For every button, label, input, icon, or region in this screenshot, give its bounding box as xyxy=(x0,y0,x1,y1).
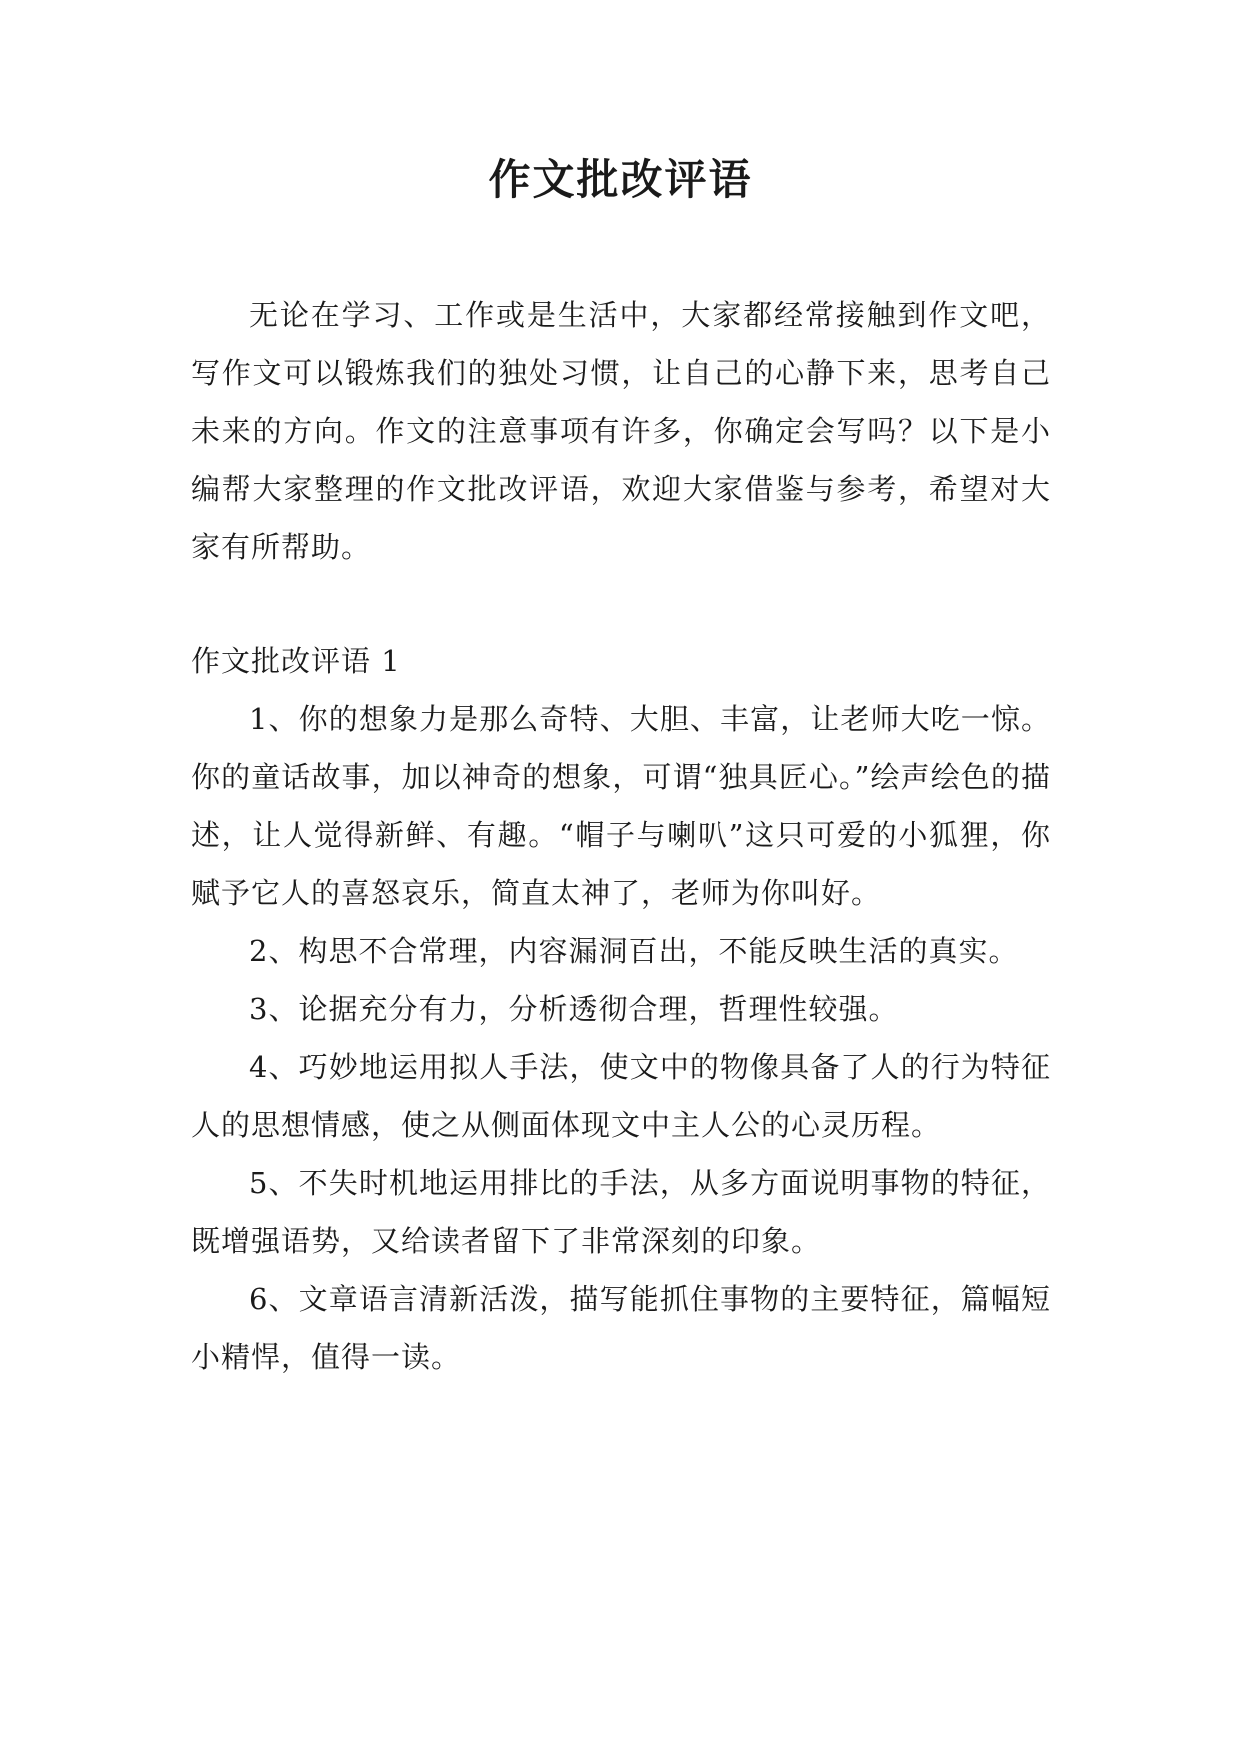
comment-item-5: 5、不失时机地运用排比的手法，从多方面说明事物的特征，既增强语势，又给读者留下了非常深刻的印象。 xyxy=(191,1166,1051,1258)
intro-paragraph: 无论在学习、工作或是生活中，大家都经常接触到作文吧，写作文可以锻炼我们的独处习惯，让自己的心静下来，思考自己未来的方向。作文的注意事项有许多，你确定会写吗？以下是小编帮大家整理的作文批改评语，欢迎大家借鉴与参考，希望对大家有所帮助。 xyxy=(191,298,1051,564)
section-heading: 作文批改评语 1 xyxy=(191,644,401,678)
document-body xyxy=(191,286,1051,1386)
comment-item-6: 6、文章语言清新活泼，描写能抓住事物的主要特征，篇幅短小精悍，值得一读。 xyxy=(191,1282,1051,1374)
comment-item-2: 2、构思不合常理，内容漏洞百出，不能反映生活的真实。 xyxy=(249,934,1019,968)
comment-item-3: 3、论据充分有力，分析透彻合理，哲理性较强。 xyxy=(249,992,899,1026)
comment-item-1: 1、你的想象力是那么奇特、大胆、丰富，让老师大吃一惊。你的童话故事，加以神奇的想象，可谓“独具匠心。”绘声绘色的描述，让人觉得新鲜、有趣。“帽子与喇叭”这只可爱的小狐狸，你赋予它人的喜怒哀乐，简直太神了，老师为你叫好。 xyxy=(191,702,1051,910)
document-title: 作文批改评语 xyxy=(488,155,753,204)
comment-item-4: 4、巧妙地运用拟人手法，使文中的物像具备了人的行为特征人的思想情感，使之从侧面体现文中主人公的心灵历程。 xyxy=(191,1050,1051,1142)
